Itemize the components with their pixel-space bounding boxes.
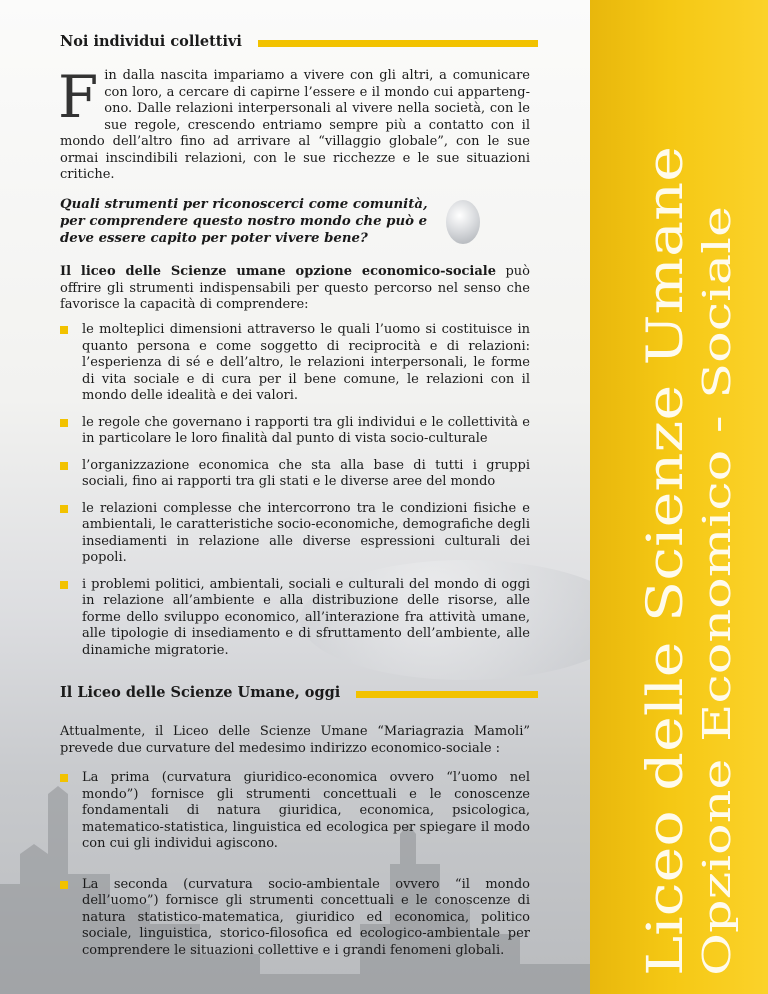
list-item: i problemi politici, ambientali, sociali e culturali del mondo di oggi in relazione all’ambiente e alla distribuzione delle risorse, alle forme dello sviluppo economico, all’interazione fra attività umane, alle tipologie di insediamento e di sfruttamento dell’ambiente, alle dinamiche migratorie. — [60, 577, 530, 660]
question-text: Quali strumenti per riconoscerci come comunità, per comprendere questo nostro mondo che può e deve essere capito per poter vivere bene? — [60, 197, 428, 246]
list-item: le relazioni complesse che intercorrono tra le condizioni fisiche e ambientali, le caratteristiche socio-economiche, demografiche degli insediamenti in relazione alle diverse espressioni culturali dei popoli. — [60, 501, 530, 567]
sidebar-band — [590, 0, 768, 994]
intro-paragraph — [58, 63, 530, 184]
sidebar-subtitle: Opzione Economico - Sociale — [695, 418, 739, 976]
bullet-square-icon — [60, 881, 68, 889]
skills-list — [60, 322, 530, 669]
section2-intro: Attualmente, il Liceo delle Scienze Umane “Mariagrazia Mamoli” prevede due curvature del medesimo indirizzo economico-sociale : — [60, 724, 530, 756]
bullet-square-icon — [60, 462, 68, 470]
curvature-list — [60, 770, 530, 969]
section-heading-1: Noi individui collettivi — [60, 33, 242, 50]
liceo-paragraph — [60, 264, 530, 314]
list-item: La seconda (curvatura socio-ambientale ovvero “il mondo dell’uomo”) fornisce gli strumenti concettuali e le conoscenze di natura statistico-matematica, giuridico ed economica, politico sociale, linguistica, storico-filosofica ed ecologico-ambientale per comprendere le situazioni collettive e i grandi fenomeni globali. — [60, 877, 530, 960]
intro-text: in dalla nascita impariamo a vivere con gli altri, a comunicare con loro, a cercare di capirne l’essere e il mondo cui appartengono. Dalle relazioni interpersonali al vivere nella società, con le sue regole, crescendo entriamo sempre più a contatto con il mondo dell’altro fino ad arrivare al “villaggio globale”, con le sue ormai inscindibili relazioni, con le sue ricchezze e le sue situazioni critiche. — [60, 68, 530, 182]
list-item: le molteplici dimensioni attraverso le quali l’uomo si costituisce in quanto persona e come soggetto di reciprocità e di relazioni: l’esperienza di sé e dell’altro, le relazioni interpersonali, le forme di vita sociale e di cura per il bene comune, le relazioni con il mondo delle idealità e dei valori. — [60, 322, 530, 405]
sidebar-vertical-titles — [590, 0, 768, 994]
list-item: le regole che governano i rapporti tra gli individui e le collettività e in particolare le loro finalità dal punto di vista socio-culturale — [60, 415, 530, 448]
liceo-rest: può offrire gli strumenti indispensabili per questo percorso nel senso che favorisce la capacità di comprendere: — [60, 264, 531, 312]
bullet-square-icon — [60, 419, 68, 427]
drop-cap: F — [58, 63, 99, 131]
list-item: La prima (curvatura giuridico-economica ovvero “l’uomo nel mondo”) fornisce gli strumenti concettuali e le conoscenze fondamentali di natura giuridica, economica, psicologica, matematico-statistica, linguistica ed ecologica per spiegare il modo con cui gli individui agiscono. — [60, 770, 530, 853]
heading-rule-2 — [356, 691, 538, 698]
list-item: l’organizzazione economica che sta alla base di tutti i gruppi sociali, fino ai rapporti tra gli stati e le diverse aree del mondo — [60, 458, 530, 491]
bullet-square-icon — [60, 326, 68, 334]
bullet-square-icon — [60, 581, 68, 589]
liceo-bold-lead: Il liceo delle Scienze umane opzione economico-sociale — [60, 264, 497, 279]
section-heading-2: Il Liceo delle Scienze Umane, oggi — [60, 684, 341, 701]
water-drop-image — [446, 200, 480, 244]
bullet-square-icon — [60, 774, 68, 782]
heading-rule-1 — [258, 40, 538, 47]
bullet-square-icon — [60, 505, 68, 513]
sidebar-title: Liceo delle Scienze Umane — [636, 291, 694, 976]
